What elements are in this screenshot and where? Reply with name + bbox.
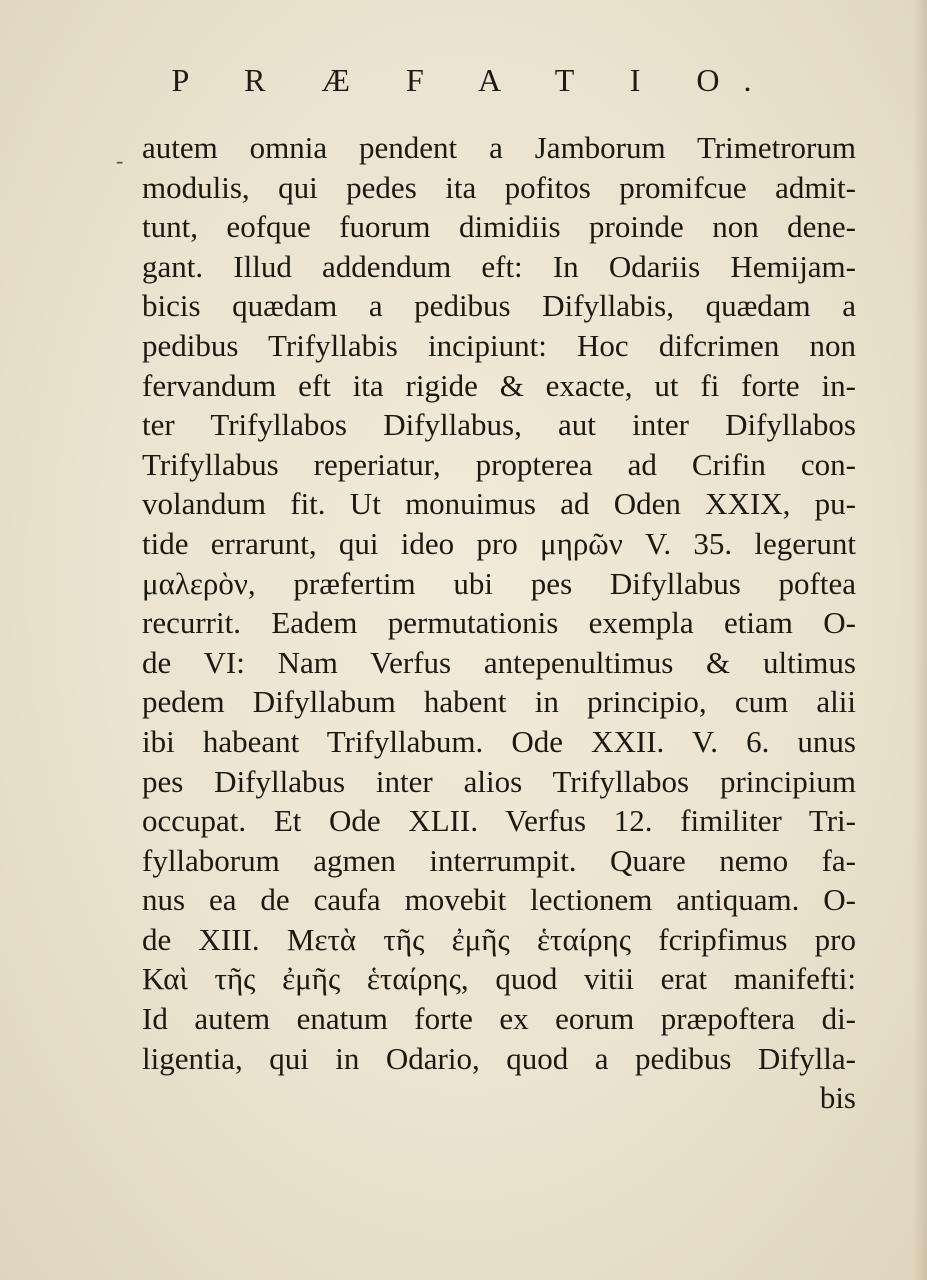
text-line: pedem Difyllabum habent in principio, cum alii bbox=[142, 684, 856, 720]
text-line: de VI: Nam Verfus antepenultimus & ultimus bbox=[142, 644, 856, 680]
text-line: de XIII. Μετὰ τῆς ἐμῆς ἑταίρης fcripfimus pro bbox=[142, 921, 856, 957]
text-line: Id autem enatum forte ex eorum præpoftera di- bbox=[142, 1001, 856, 1037]
text-line: fervandum eft ita rigide & exacte, ut fi forte in- bbox=[142, 367, 856, 403]
text-line: bicis quædam a pedibus Difyllabis, quædam a bbox=[142, 288, 856, 324]
text-line: Trifyllabus reperiatur, propterea ad Crifin con- bbox=[142, 446, 856, 482]
margin-mark: - bbox=[116, 148, 124, 173]
catchword: bis bbox=[819, 1080, 856, 1116]
text-line: gant. Illud addendum eft: In Odariis Hemijam- bbox=[142, 248, 856, 284]
text-line: modulis, qui pedes ita pofitos promifcue admit- bbox=[142, 169, 856, 205]
text-line: recurrit. Eadem permutationis exempla etiam O- bbox=[142, 605, 856, 641]
text-line: autem omnia pendent a Jamborum Trimetrorum bbox=[142, 130, 856, 165]
text-line: tide errarunt, qui ideo pro μηρῶν V. 35. legerunt bbox=[142, 525, 856, 561]
page-edge-shadow bbox=[913, 0, 927, 1280]
text-line: μαλερὸν, præfertim ubi pes Difyllabus poftea bbox=[142, 565, 856, 601]
text-line: nus ea de caufa movebit lectionem antiquam. O- bbox=[142, 882, 856, 918]
text-line: occupat. Et Ode XLII. Verfus 12. fimiliter Tri- bbox=[142, 803, 856, 839]
text-line: ibi habeant Trifyllabum. Ode XXII. V. 6. unus bbox=[142, 723, 856, 759]
text-line: pedibus Trifyllabis incipiunt: Hoc difcrimen non bbox=[142, 327, 856, 363]
text-line: tunt, eofque fuorum dimidiis proinde non dene- bbox=[142, 209, 856, 245]
text-line: pes Difyllabus inter alios Trifyllabos principium bbox=[142, 763, 856, 799]
text-line: volandum fit. Ut monuimus ad Oden XXIX, pu- bbox=[142, 486, 856, 522]
body-text bbox=[142, 128, 856, 1118]
text-line: ter Trifyllabos Difyllabus, aut inter Difyllabos bbox=[142, 407, 856, 443]
text-line: fyllaborum agmen interrumpit. Quare nemo fa- bbox=[142, 842, 856, 878]
text-line: Καὶ τῆς ἐμῆς ἑταίρης, quod vitii erat manifefti: bbox=[142, 961, 856, 997]
running-header: P R Æ F A T I O. bbox=[171, 62, 776, 98]
text-line: ligentia, qui in Odario, quod a pedibus Difylla- bbox=[142, 1040, 856, 1076]
